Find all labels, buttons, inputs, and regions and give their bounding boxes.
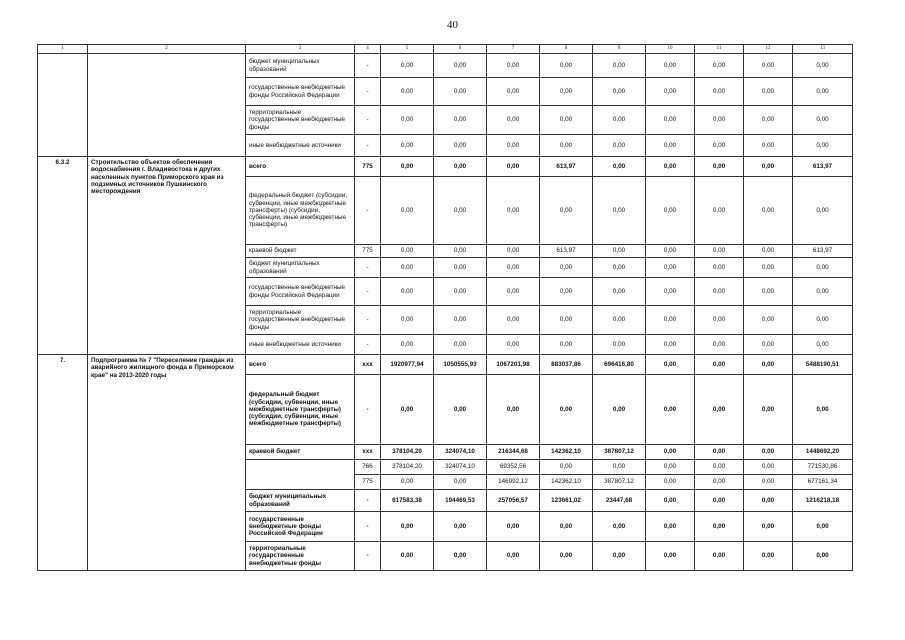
table-cell: 2 [88, 45, 246, 54]
table-cell: 0,00 [744, 355, 793, 375]
table-body [38, 45, 853, 571]
table-cell: 0,00 [793, 512, 853, 542]
table-row [38, 54, 853, 78]
table-cell: 142362,10 [540, 475, 593, 490]
table-cell: 0,00 [593, 258, 646, 278]
table-cell: 0,00 [793, 335, 853, 355]
table-cell: 0,00 [593, 512, 646, 542]
table-cell: 613,97 [793, 245, 853, 258]
table-cell: 0,00 [646, 542, 695, 571]
table-cell: 0,00 [744, 177, 793, 245]
table-cell: - [355, 258, 381, 278]
table-cell: - [355, 335, 381, 355]
table-cell: краевой бюджет [246, 245, 355, 258]
table-cell: бюджет муниципальных образований [246, 54, 355, 78]
table-cell: 0,00 [540, 335, 593, 355]
table-row [38, 157, 853, 177]
table-cell: 387807,12 [593, 475, 646, 490]
table-cell: бюджет муниципальных образований [246, 490, 355, 512]
table-cell: 0,00 [540, 177, 593, 245]
table-cell: 0,00 [593, 78, 646, 106]
table-cell: 9 [593, 45, 646, 54]
table-cell: - [355, 78, 381, 106]
table-cell: 0,00 [646, 375, 695, 445]
table-cell: Строительство объектов обеспечения водоснабжения г. Владивостока и других населенных пунктов Приморского края из подземных источников Пушкинского месторождения [88, 157, 246, 355]
table-cell: - [355, 135, 381, 157]
table-cell: 0,00 [744, 106, 793, 135]
table-cell: 775 [355, 475, 381, 490]
table-cell: 0,00 [793, 177, 853, 245]
table-cell: 0,00 [593, 278, 646, 306]
table-cell: 1920977,94 [381, 355, 434, 375]
table-cell: 0,00 [381, 258, 434, 278]
table-cell: 324074,10 [434, 445, 487, 460]
table-cell: 0,00 [381, 306, 434, 335]
table-cell: 0,00 [540, 135, 593, 157]
table-cell: 0,00 [744, 375, 793, 445]
table-cell: 1448692,20 [793, 445, 853, 460]
table-cell: иные внебюджетные источники [246, 335, 355, 355]
table-cell: 0,00 [793, 258, 853, 278]
table-cell: 0,00 [695, 512, 744, 542]
table-cell: 0,00 [793, 306, 853, 335]
budget-table [37, 44, 853, 571]
table-cell: 13 [793, 45, 853, 54]
table-cell: 0,00 [646, 177, 695, 245]
table-cell: 0,00 [744, 306, 793, 335]
table-cell: - [355, 177, 381, 245]
table-cell: 0,00 [646, 512, 695, 542]
table-cell: 6 [434, 45, 487, 54]
table-cell: 775 [355, 245, 381, 258]
table-cell: 142362,10 [540, 445, 593, 460]
table-cell: 0,00 [793, 54, 853, 78]
table-cell: 0,00 [434, 245, 487, 258]
page-number: 40 [447, 19, 458, 31]
table-cell: 0,00 [646, 258, 695, 278]
table-cell: 0,00 [744, 460, 793, 475]
table-cell: 1216218,18 [793, 490, 853, 512]
table-cell: государственные внебюджетные фонды Российской Федерации [246, 278, 355, 306]
table-cell: 0,00 [646, 306, 695, 335]
table-cell: 0,00 [487, 106, 540, 135]
table-cell: 0,00 [695, 278, 744, 306]
table-cell: 0,00 [381, 157, 434, 177]
table-cell: 0,00 [646, 278, 695, 306]
table-cell: 0,00 [646, 460, 695, 475]
table-cell: 123661,02 [540, 490, 593, 512]
table-cell: 883037,86 [540, 355, 593, 375]
table-cell: 0,00 [381, 78, 434, 106]
table-cell: 0,00 [744, 245, 793, 258]
table-cell: государственные внебюджетные фонды Российской Федерации [246, 512, 355, 542]
table-cell: 0,00 [434, 106, 487, 135]
table-cell: всего [246, 355, 355, 375]
table-cell: 0,00 [434, 542, 487, 571]
table-cell: 324074,10 [434, 460, 487, 475]
table-cell: 0,00 [381, 335, 434, 355]
table-cell: 11 [695, 45, 744, 54]
table-cell: 378104,20 [381, 460, 434, 475]
table-cell: 0,00 [593, 135, 646, 157]
table-cell: 0,00 [381, 245, 434, 258]
table-cell: 0,00 [646, 157, 695, 177]
table-cell: 0,00 [540, 542, 593, 571]
header-row [38, 45, 853, 54]
table-cell: 0,00 [646, 135, 695, 157]
table-cell: 0,00 [487, 157, 540, 177]
table-cell: территориальные государственные внебюджетные фонды [246, 306, 355, 335]
table-cell: 0,00 [793, 135, 853, 157]
table-cell: 0,00 [793, 78, 853, 106]
table-cell: 0,00 [793, 106, 853, 135]
table-cell: 0,00 [744, 542, 793, 571]
table-cell: 0,00 [593, 177, 646, 245]
table-cell [38, 54, 88, 157]
table-cell: 387807,12 [593, 445, 646, 460]
table-cell: Подпрограмма № 7 "Переселение граждан из аварийного жилищного фонда в Приморском крае" на 2013-2020 годы [88, 355, 246, 571]
table-cell: бюджет муниципальных образований [246, 258, 355, 278]
table-cell: 0,00 [381, 512, 434, 542]
table-cell: государственные внебюджетные фонды Российской Федерации [246, 78, 355, 106]
table-cell: 6.3.2 [38, 157, 88, 355]
table-cell: 1050555,93 [434, 355, 487, 375]
table-cell: 0,00 [593, 460, 646, 475]
table-cell: 5488190,51 [793, 355, 853, 375]
table-cell: 0,00 [695, 542, 744, 571]
table-cell: 0,00 [593, 106, 646, 135]
table-cell: 0,00 [381, 177, 434, 245]
table-cell: 146992,12 [487, 475, 540, 490]
table-cell: федеральный бюджет (субсидии, субвенции, иные межбюджетные трансферты) (субсидии, субвенции, иные межбюджетные трансферты) [246, 375, 355, 445]
table-cell: ххх [355, 445, 381, 460]
table-cell: 0,00 [434, 157, 487, 177]
table-cell: 0,00 [646, 355, 695, 375]
table-cell: 0,00 [793, 278, 853, 306]
table-cell: - [355, 375, 381, 445]
table-cell: 0,00 [540, 54, 593, 78]
table-cell: 0,00 [646, 445, 695, 460]
table-cell: 0,00 [744, 490, 793, 512]
table-cell: 0,00 [540, 460, 593, 475]
table-cell: 0,00 [744, 258, 793, 278]
table-cell: 0,00 [593, 542, 646, 571]
table-cell: 4 [355, 45, 381, 54]
table-cell: 8 [540, 45, 593, 54]
table-cell: 0,00 [695, 177, 744, 245]
table-cell: 378104,20 [381, 445, 434, 460]
table-cell: - [355, 54, 381, 78]
table-cell: 0,00 [744, 445, 793, 460]
table-cell: 1067201,98 [487, 355, 540, 375]
table-cell: 0,00 [695, 258, 744, 278]
table-cell: 0,00 [695, 355, 744, 375]
table-cell: 0,00 [540, 106, 593, 135]
table-cell: 0,00 [695, 306, 744, 335]
table-cell: 0,00 [744, 157, 793, 177]
table-cell: 0,00 [540, 78, 593, 106]
table-cell: - [355, 278, 381, 306]
table-cell: 0,00 [744, 335, 793, 355]
table-cell: 0,00 [381, 106, 434, 135]
table-cell: 613,97 [540, 157, 593, 177]
table-cell: 0,00 [487, 258, 540, 278]
table-cell: 0,00 [540, 278, 593, 306]
table-cell: 0,00 [695, 445, 744, 460]
table-cell: 0,00 [540, 375, 593, 445]
table-cell: 0,00 [434, 278, 487, 306]
table-cell: 0,00 [434, 135, 487, 157]
table-cell: 0,00 [540, 306, 593, 335]
table-cell: 0,00 [540, 512, 593, 542]
table-cell: 0,00 [646, 490, 695, 512]
table-cell: 216344,68 [487, 445, 540, 460]
table-cell: 0,00 [434, 258, 487, 278]
table-cell: всего [246, 157, 355, 177]
table-cell: - [355, 542, 381, 571]
table-cell: 0,00 [381, 54, 434, 78]
table-cell: федеральный бюджет (субсидии, субвенции, иные межбюджетные трансферты) (субсидии, субвенции, иные межбюджетные трансферты) [246, 177, 355, 245]
table-cell: 0,00 [695, 54, 744, 78]
table-cell: 0,00 [434, 335, 487, 355]
table-cell: 0,00 [744, 278, 793, 306]
table-cell: 0,00 [381, 278, 434, 306]
table-cell: 0,00 [487, 245, 540, 258]
table-cell: 3 [246, 45, 355, 54]
table-cell: 696416,80 [593, 355, 646, 375]
table-cell: 0,00 [646, 54, 695, 78]
table-cell: 0,00 [434, 475, 487, 490]
table-cell: 0,00 [487, 135, 540, 157]
table-cell: 0,00 [487, 335, 540, 355]
table-cell: территориальные государственные внебюджетные фонды [246, 542, 355, 571]
table-cell: 0,00 [487, 278, 540, 306]
table-cell: 0,00 [695, 335, 744, 355]
table-cell: 0,00 [593, 335, 646, 355]
table-cell: 10 [646, 45, 695, 54]
table-cell: 0,00 [695, 78, 744, 106]
table-cell: 0,00 [487, 177, 540, 245]
table-cell: 0,00 [793, 375, 853, 445]
table-cell: 0,00 [695, 106, 744, 135]
table-cell: 0,00 [646, 245, 695, 258]
table-cell: 0,00 [593, 54, 646, 78]
table-cell: территориальные государственные внебюджетные фонды [246, 106, 355, 135]
table-cell: 0,00 [593, 375, 646, 445]
table-cell: 766 [355, 460, 381, 475]
table-cell: 257056,57 [487, 490, 540, 512]
table-cell: 0,00 [487, 54, 540, 78]
table-cell: 771530,86 [793, 460, 853, 475]
table-cell: 0,00 [434, 177, 487, 245]
table-cell: 0,00 [646, 106, 695, 135]
table-cell: 7 [487, 45, 540, 54]
table-cell: 0,00 [434, 375, 487, 445]
table-cell: 0,00 [434, 78, 487, 106]
table-cell: - [355, 306, 381, 335]
table-cell: 0,00 [487, 375, 540, 445]
table-cell: 0,00 [593, 245, 646, 258]
table-cell: 0,00 [540, 258, 593, 278]
table-cell: 1 [38, 45, 88, 54]
table-cell: 0,00 [695, 245, 744, 258]
table-cell: 0,00 [381, 475, 434, 490]
table-cell: 617583,38 [381, 490, 434, 512]
table-cell: 0,00 [744, 475, 793, 490]
table-cell: 677161,34 [793, 475, 853, 490]
table-cell: 0,00 [593, 306, 646, 335]
table-cell: 0,00 [793, 542, 853, 571]
table-row [38, 355, 853, 375]
table-cell: 0,00 [646, 78, 695, 106]
table-cell: 613,97 [540, 245, 593, 258]
table-cell [246, 460, 355, 490]
table-cell: 0,00 [744, 54, 793, 78]
table-cell: ххх [355, 355, 381, 375]
table-cell: 0,00 [744, 512, 793, 542]
table-cell: 0,00 [646, 475, 695, 490]
table-cell: 613,97 [793, 157, 853, 177]
table-cell: 0,00 [487, 542, 540, 571]
table-cell: 0,00 [434, 512, 487, 542]
table-cell: 0,00 [646, 335, 695, 355]
table-cell: 0,00 [695, 375, 744, 445]
table-cell: краевой бюджет [246, 445, 355, 460]
table-cell: 0,00 [695, 157, 744, 177]
table-cell: 0,00 [434, 306, 487, 335]
table-cell: 0,00 [381, 542, 434, 571]
table-cell: 0,00 [695, 460, 744, 475]
table-cell: 0,00 [381, 135, 434, 157]
table-cell: 0,00 [381, 375, 434, 445]
table-cell: 0,00 [434, 54, 487, 78]
table-cell: 0,00 [487, 78, 540, 106]
table-cell: - [355, 106, 381, 135]
table-cell: 23447,68 [593, 490, 646, 512]
table-cell: 0,00 [695, 135, 744, 157]
table-cell: 0,00 [695, 490, 744, 512]
table-cell: - [355, 490, 381, 512]
table-cell: 194469,53 [434, 490, 487, 512]
table-cell: - [355, 512, 381, 542]
table-cell: 7. [38, 355, 88, 571]
table-cell: 775 [355, 157, 381, 177]
table-cell: 0,00 [593, 157, 646, 177]
table-cell [88, 54, 246, 157]
table-cell: 0,00 [744, 135, 793, 157]
table-cell: 12 [744, 45, 793, 54]
table-cell: 69352,56 [487, 460, 540, 475]
table-cell: 5 [381, 45, 434, 54]
table-cell: 0,00 [487, 306, 540, 335]
table-cell: 0,00 [487, 512, 540, 542]
table-cell: иные внебюджетные источники [246, 135, 355, 157]
table-cell: 0,00 [744, 78, 793, 106]
table-cell: 0,00 [695, 475, 744, 490]
